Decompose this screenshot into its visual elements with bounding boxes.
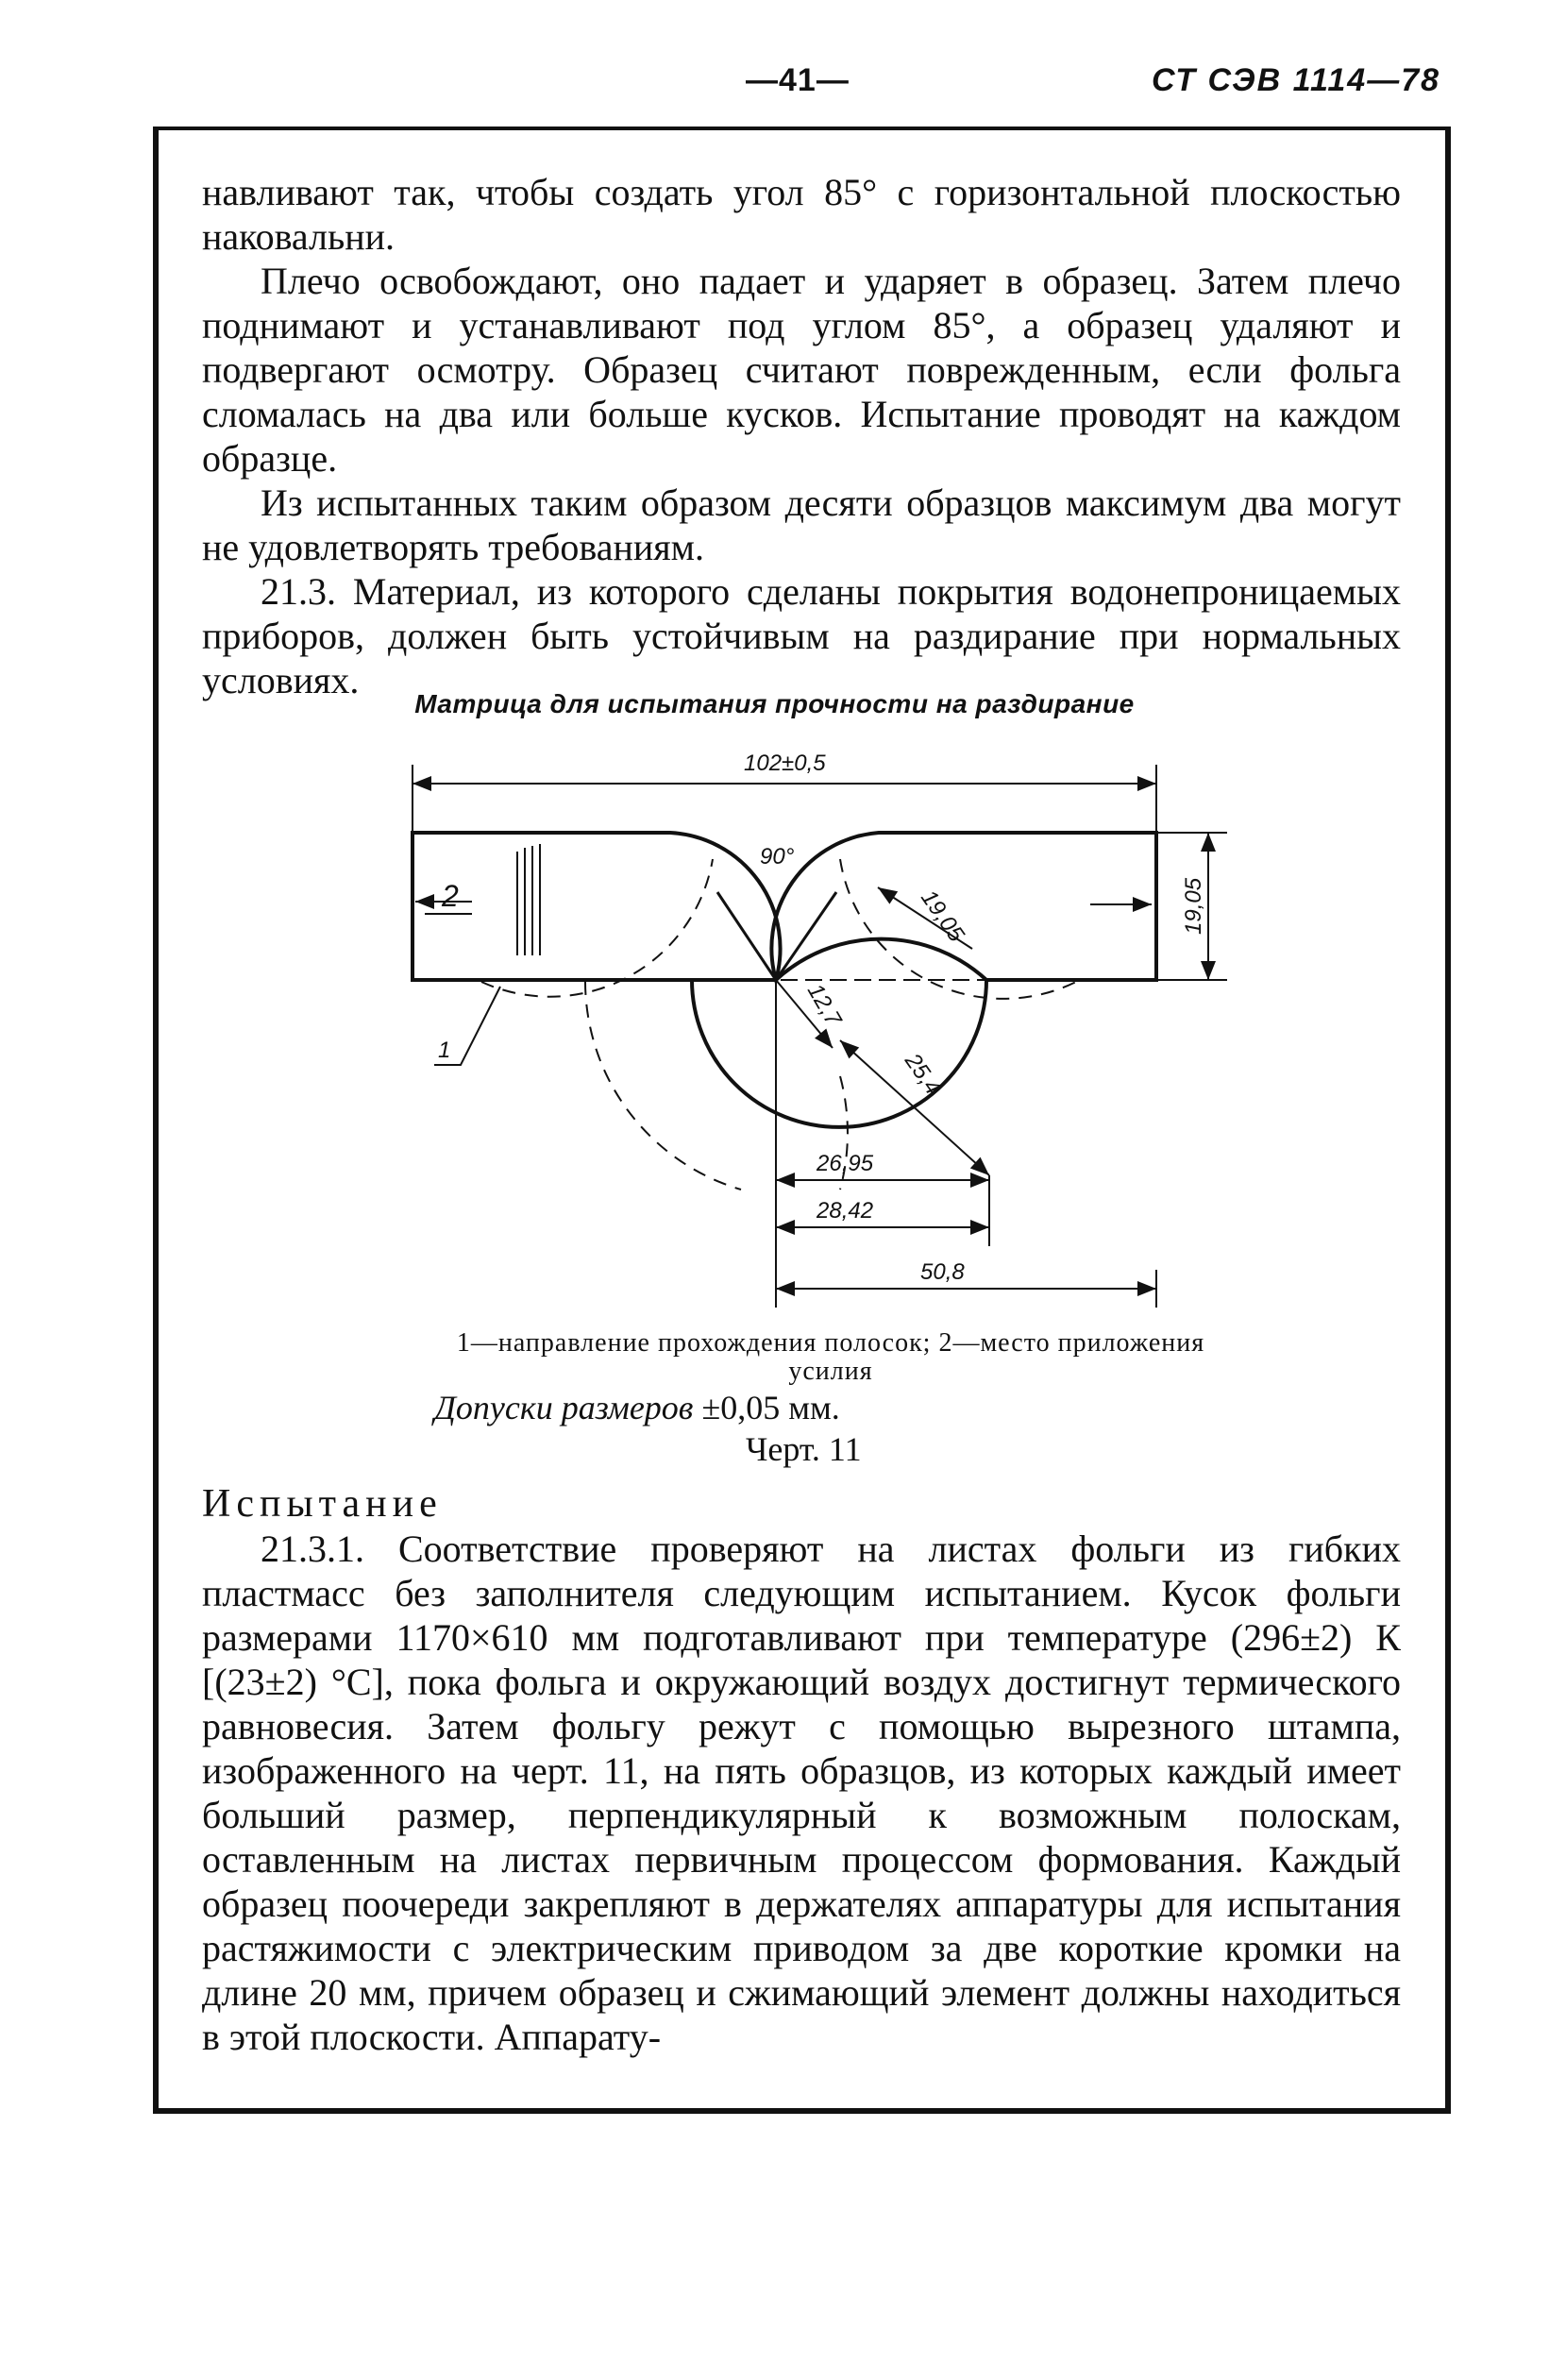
paragraph-max-failures: Из испытанных таким образом десяти образцов максимум два могут не удовлетворять требованиям.	[202, 481, 1401, 568]
paragraph-continuation: навливают так, чтобы создать угол 85° с горизонтальной плоскостью наковальни.	[202, 171, 1401, 258]
callout-2: 2	[442, 879, 459, 913]
dim-c: 50,8	[920, 1259, 965, 1285]
callout-1: 1	[438, 1038, 451, 1063]
construction-arc-bottom-left	[585, 982, 741, 1190]
figure-title: Матрица для испытания прочности на раздирание	[414, 689, 1135, 718]
dim-height: 19,05	[1181, 877, 1206, 935]
document-code: СТ СЭВ 1114—78	[1152, 62, 1441, 98]
paragraph-arm-release: Плечо освобождают, оно падает и ударяет в образец. Затем плечо поднимают и устанавливают под углом 85°, а образец удаляют и подвергают осмотру. Образец считают поврежденным, если фольга сломалась на два или больше кусков. Испытание проводят на каждом образце.	[202, 260, 1401, 480]
dim-angle: 90°	[760, 844, 795, 869]
frame-left-rule	[153, 127, 159, 2112]
dim-overall-length: 102±0,5	[744, 751, 826, 776]
tolerance-value: ±0,05 мм.	[701, 1389, 840, 1426]
dim-a: 26,95	[817, 1151, 874, 1176]
construction-arc-left	[481, 859, 713, 997]
frame-top-rule	[153, 127, 1451, 130]
figure-caption: 1—направление прохождения полосок; 2—место приложения усилия	[456, 1328, 1205, 1386]
body-text-top	[202, 170, 1401, 702]
paragraph-21-3: 21.3. Материал, из которого сделаны покрытия водонепроницаемых приборов, должен быть устойчивым на раздирание при нормальных условиях.	[202, 570, 1401, 701]
drawing-number: Черт. 11	[746, 1430, 862, 1468]
v-right	[776, 892, 836, 980]
die-drawing	[396, 746, 1246, 1331]
dim-b: 28,42	[817, 1198, 874, 1224]
frame-right-rule	[1445, 127, 1451, 2112]
lower-cutout	[692, 980, 986, 1127]
page-header	[0, 62, 1549, 119]
paragraph-21-3-1: 21.3.1. Соответствие проверяют на листах фольги из гибких пластмасс без заполнителя следующим испытанием. Кусок фольги размерами 1170×610 мм подготавливают при температуре (296±2) К [(23±2) °C], пока фольга и окружающий воздух достигнут термического равновесия. Затем фольгу режут с помощью вырезного штампа, изображенного на черт. 11, на пять образцов, из которых каждый имеет больший размер, перпендикулярный к возможным полоскам, оставленным на листах первичным процессом формования. Каждый образец поочереди закрепляют в держателях аппаратуры для испытания растяжимости с электрическим приводом за две короткие кромки на длине 20 мм, причем образец и сжимающий элемент должны находиться в этой плоскости. Аппарату-	[202, 1528, 1401, 2058]
body-text-bottom	[202, 1482, 1401, 2059]
page-number: —41—	[746, 62, 850, 98]
tolerance-note	[434, 1388, 840, 1427]
dim-radius-lower: 25,4	[900, 1048, 946, 1100]
v-left	[717, 892, 776, 980]
dim-radius-center: 12,7	[801, 979, 847, 1031]
dim-radius-upper: 19,05	[916, 885, 969, 947]
tolerance-label: Допуски размеров	[434, 1389, 694, 1426]
frame-bottom-rule	[153, 2108, 1451, 2114]
section-title: Испытание	[202, 1482, 443, 1526]
